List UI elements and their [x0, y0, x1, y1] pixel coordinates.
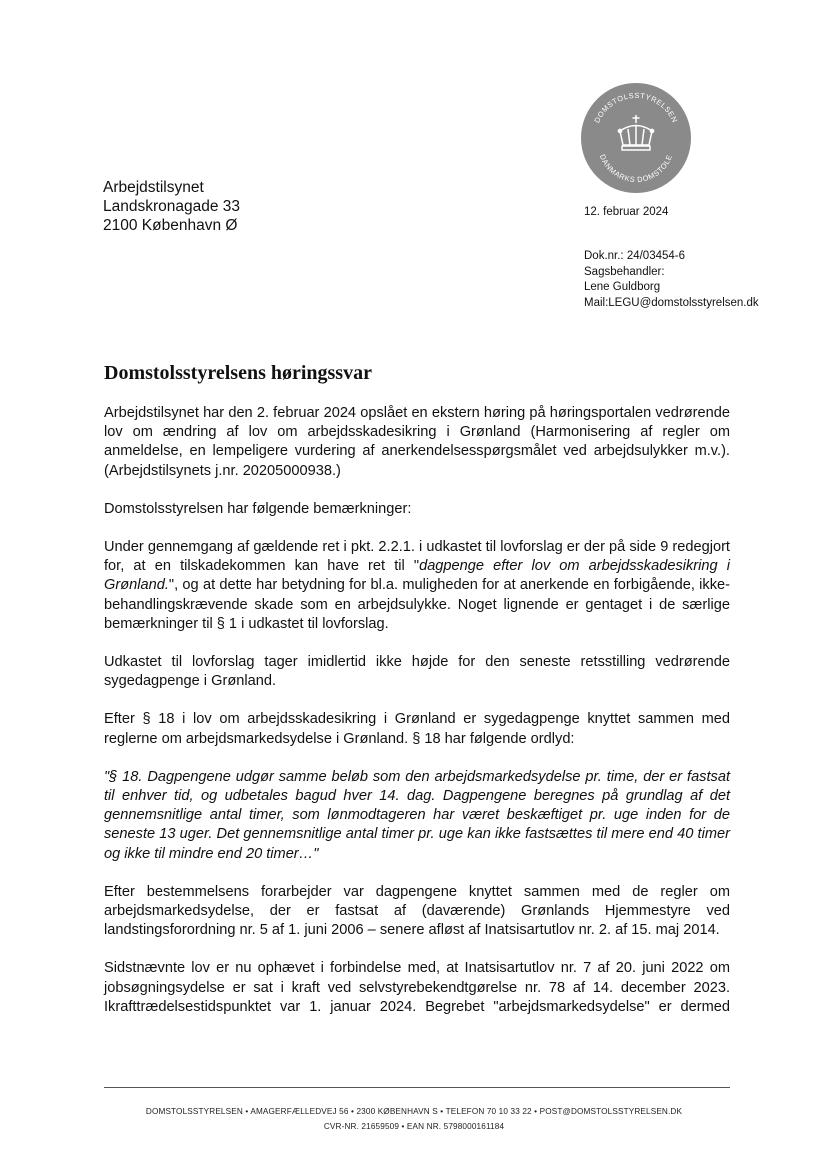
- logo-top-text: DOMSTOLSSTYRELSEN: [592, 90, 680, 125]
- paragraph-3-part-b: ", og at dette har betydning for bl.a. muligheden for at anerkende en forbigående, ikke-behandlingskrævende skade som en arbejdsulykke. Noget lignende er gentaget i de særlige bemærkninger til § 1 i udkastet til lovforslag.: [104, 577, 730, 632]
- paragraph-5: Efter § 18 i lov om arbejdsskadesikring i Grønland er sygedagpenge knyttet sammen med reglerne om arbejdsmarkedsydelse i Grønland. § 18 har følgende ordlyd:: [104, 711, 730, 747]
- paragraph-1: Arbejdstilsynet har den 2. februar 2024 opslået en ekstern høring på høringsportalen vedrørende lov om ændring af lov om arbejdsskadesikring i Grønland (Harmonisering af regler om anmeldelse, en lempeligere vurdering af anerkendelsesspørgsmålet ved arbejdsulykker m.v.). (Arbejdstilsynets j.nr. 20205000938.): [104, 405, 730, 479]
- paragraph-3: [104, 538, 730, 634]
- recipient-name: Arbejdstilsynet: [103, 179, 204, 196]
- paragraph-2: Domstolsstyrelsen har følgende bemærkninger:: [104, 500, 412, 517]
- case-handler-mail: Mail:LEGU@domstolsstyrelsen.dk: [584, 296, 759, 309]
- footer-contact-line: DOMSTOLSSTYRELSEN • AMAGERFÆLLEDVEJ 56 • 2300 KØBENHAVN S • TELEFON 70 10 33 22 • POST@DOMSTOLSSTYRELSEN.DK: [145, 1107, 683, 1116]
- letter-date: 12. februar 2024: [584, 206, 669, 218]
- domstolsstyrelsen-logo: [580, 82, 692, 194]
- paragraph-7: Sidstnævnte lov er nu ophævet i forbindelse med, at Inatsisartutlov nr. 7 af 20. juni 2022 om jobsøgningsydelse er sat i kraft ved selvstyrebekendtgørelse nr. 78 af 14. december 2023. Ikrafttrædelsestidspunktet var 1. januar 2024. Begrebet "arbejdsmarkedsydelse" er dermed: [104, 960, 730, 1015]
- paragraph-3-citation: dagpenge efter lov om arbejdsskadesikring i Grønland.: [104, 558, 730, 594]
- recipient-city: 2100 København Ø: [103, 217, 238, 234]
- paragraph-6: Efter bestemmelsens forarbejder var dagpengene knyttet sammen med de regler om arbejdsmarkedsydelse, der er fastsat af (daværende) Grønlands Hjemmestyre ved landstingsforordning nr. 5 af 1. juni 2006 – senere afløst af Inatsisartutlov nr. 2. af 15. maj 2014.: [104, 883, 730, 939]
- logo-bottom-text: DANMARKS DOMSTOLE: [597, 153, 675, 185]
- document-title: Domstolsstyrelsens høringssvar: [104, 362, 372, 384]
- recipient-street: Landskronagade 33: [103, 198, 241, 215]
- document-number: Dok.nr.: 24/03454-6: [584, 250, 686, 262]
- case-handler-label: Sagsbehandler:: [584, 265, 665, 278]
- footer-divider: [104, 1087, 730, 1088]
- paragraph-3-part-a: Under gennemgang af gældende ret i pkt. 2.2.1. i udkastet til lovforslag er der på side 9 redegjort for, at en tilskadekommen kan have ret til ": [104, 539, 730, 575]
- paragraph-4: Udkastet til lovforslag tager imidlertid ikke højde for den seneste retsstilling vedrørende sygedagpenge i Grønland.: [104, 654, 730, 690]
- case-metadata: [584, 249, 759, 311]
- letter-body: [104, 404, 730, 1017]
- case-handler-name: Lene Guldborg: [584, 281, 661, 293]
- quoted-paragraph-18: "§ 18. Dagpengene udgør samme beløb som den arbejdsmarkedsydelse pr. time, der er fastsat til enhver tid, og udbetales bagud hver 14. dag. Dagpengene beregnes på grundlag af det gennemsnitlige antal timer, som lønmodtageren har været beskæftiget pr. uge inden for de seneste 13 uger. Det gennemsnitlige antal timer pr. uge kan ikke fastsættes til mere end 40 timer og ikke til mindre end 20 timer…": [104, 768, 730, 862]
- recipient-address: [103, 178, 240, 235]
- footer-registration-line: CVR-NR. 21659509 • EAN NR. 5798000161184: [323, 1122, 505, 1131]
- footer: [60, 1104, 768, 1134]
